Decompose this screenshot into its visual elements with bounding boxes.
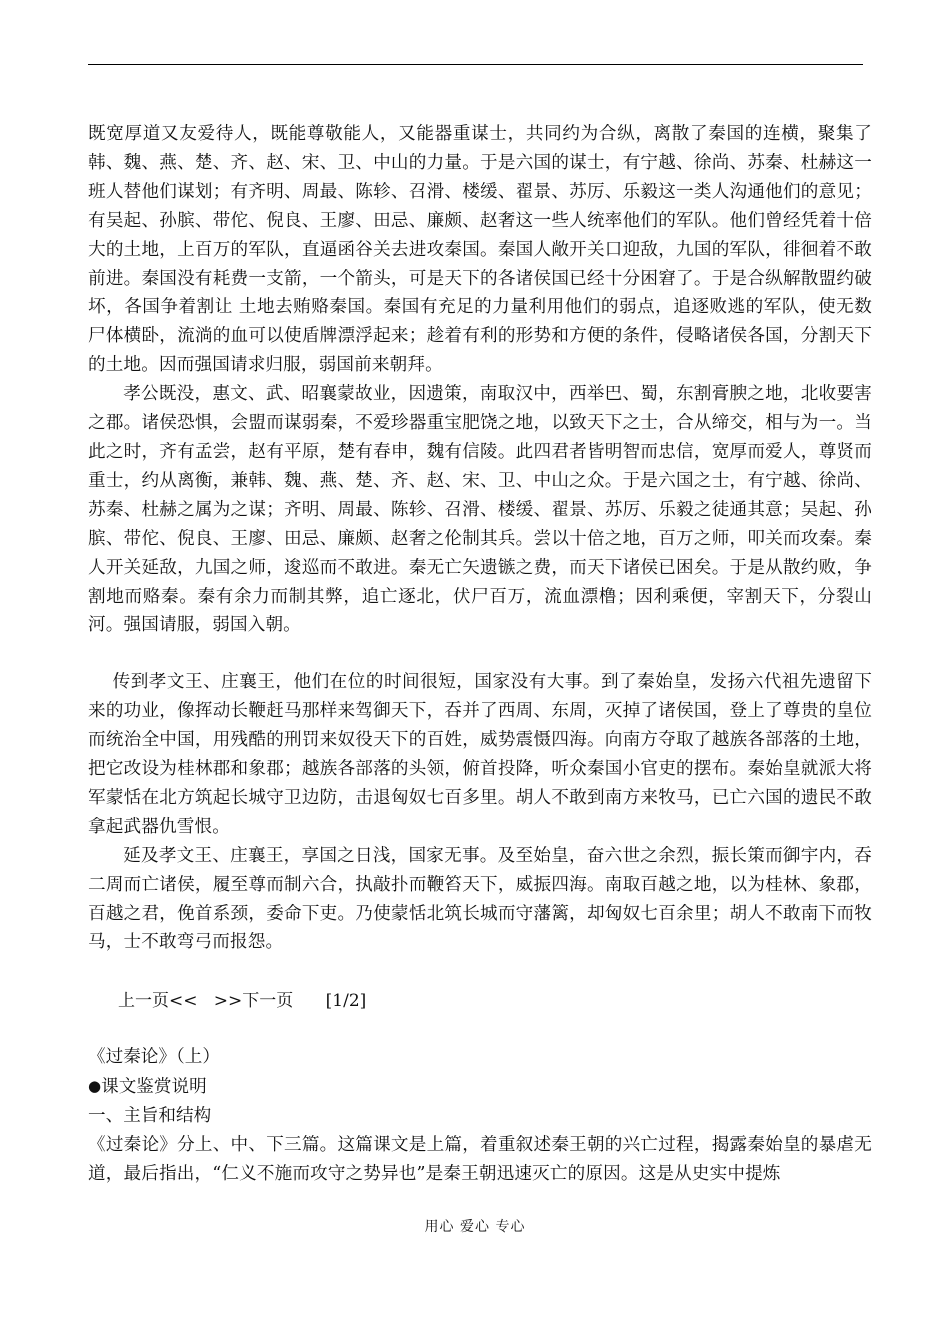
- section-body: 《过秦论》分上、中、下三篇。这篇课文是上篇，着重叙述秦王朝的兴亡过程，揭露秦始皇的暴虐无道，最后指出，“仁义不施而攻守之势异也”是秦王朝迅速灭亡的原因。这是从史实中提炼: [88, 1135, 872, 1184]
- page-indicator: [1/2]: [325, 991, 367, 1012]
- page-footer: 用心 爱心 专心: [424, 1219, 526, 1235]
- section-subheading: 一、主旨和结构: [88, 1106, 212, 1127]
- prev-page-link[interactable]: 上一页<<: [118, 991, 198, 1012]
- section-heading-text: 课文鉴赏说明: [101, 1077, 207, 1098]
- paragraph-2-classical: 孝公既没，惠文、武、昭襄蒙故业，因遗策，南取汉中，西举巴、蜀，东割膏腴之地，北收要害之郡。诸侯恐惧，会盟而谋弱秦，不爱珍器重宝肥饶之地，以致天下之士，合从缔交，相与为一。当此之时，齐有孟尝，赵有平原，楚有春申，魏有信陵。此四君者皆明智而忠信，宽厚而爱人，尊贤而重士，约从离衡，兼韩、魏、燕、楚、齐、赵、宋、卫、中山之众。于是六国之士，有宁越、徐尚、苏秦、杜赫之属为之谋；齐明、周最、陈轸、召滑、楼缓、翟景、苏厉、乐毅之徒通其意；吴起、孙膑、带佗、倪良、王廖、田忌、廉颇、赵奢之伦制其兵。尝以十倍之地，百万之师，叩关而攻秦。秦人开关延敌，九国之师，逡巡而不敢进。秦无亡矢遗镞之费，而天下诸侯已困矣。于是从散约败，争割地而赂秦。秦有余力而制其弊，追亡逐北，伏尸百万，流血漂橹；因利乘便，宰割天下，分裂山河。强国请服，弱国入朝。: [88, 384, 872, 636]
- paragraph-4-classical: 延及孝文王、庄襄王，享国之日浅，国家无事。及至始皇，奋六世之余烈，振长策而御宇内，吞二周而亡诸侯，履至尊而制六合，执敲扑而鞭笞天下，威振四海。南取百越之地，以为桂林、象郡，百越之君，俛首系颈，委命下吏。乃使蒙恬北筑长城而守藩篱，却匈奴七百余里；胡人不敢南下而牧马，士不敢弯弓而报怨。: [88, 845, 872, 953]
- next-page-link[interactable]: >>下一页: [213, 991, 294, 1012]
- document-body: [88, 120, 872, 1189]
- appreciation-section: [88, 1043, 872, 1189]
- section-heading: [88, 1072, 872, 1102]
- paragraph-3-translation: 传到孝文王、庄襄王，他们在位的时间很短，国家没有大事。到了秦始皇，发扬六代祖先遗留下来的功业，像挥动长鞭赶马那样来驾御天下，吞并了西周、东周，灭掉了诸侯国，登上了尊贵的皇位而统治全中国，用残酷的刑罚来奴役天下的百姓，威势震慑四海。向南方夺取了越族各部落的土地，把它改设为桂林郡和象郡；越族各部落的头领，俯首投降，听众秦国小官吏的摆布。秦始皇就派大将军蒙恬在北方筑起长城守卫边防，击退匈奴七百多里。胡人不敢到南方来牧马，已亡六国的遗民不敢拿起武器仇雪恨。: [88, 672, 872, 837]
- pagination: [88, 987, 872, 1015]
- header-rule: [88, 64, 863, 65]
- section-title: 《过秦论》（上）: [88, 1047, 220, 1068]
- paragraph-1-translation: 既宽厚道又友爱待人，既能尊敬能人，又能器重谋士，共同约为合纵，离散了秦国的连横，聚集了韩、魏、燕、楚、齐、赵、宋、卫、中山的力量。于是六国的谋士，有宁越、徐尚、苏秦、杜赫这一班人替他们谋划；有齐明、周最、陈轸、召滑、楼缓、翟景、苏厉、乐毅这一类人沟通他们的意见；有吴起、孙膑、带佗、倪良、王廖、田忌、廉颇、赵奢这一些人统率他们的军队。他们曾经凭着十倍大的土地，上百万的军队，直逼函谷关去进攻秦国。秦国人敞开关口迎敌，九国的军队，徘徊着不敢前进。秦国没有耗费一支箭，一个箭头，可是天下的各诸侯国已经十分困窘了。于是合纵解散盟约破坏，各国争着割让 土地去贿赂秦国。秦国有充足的力量利用他们的弱点，追逐败逃的军队，使无数尸体横卧，流淌的血可以使盾牌漂浮起来；趁着有利的形势和方便的条件，侵略诸侯各国，分割天下的土地。因而强国请求归服，弱国前来朝拜。: [88, 124, 872, 376]
- bullet-icon: ●: [88, 1077, 102, 1096]
